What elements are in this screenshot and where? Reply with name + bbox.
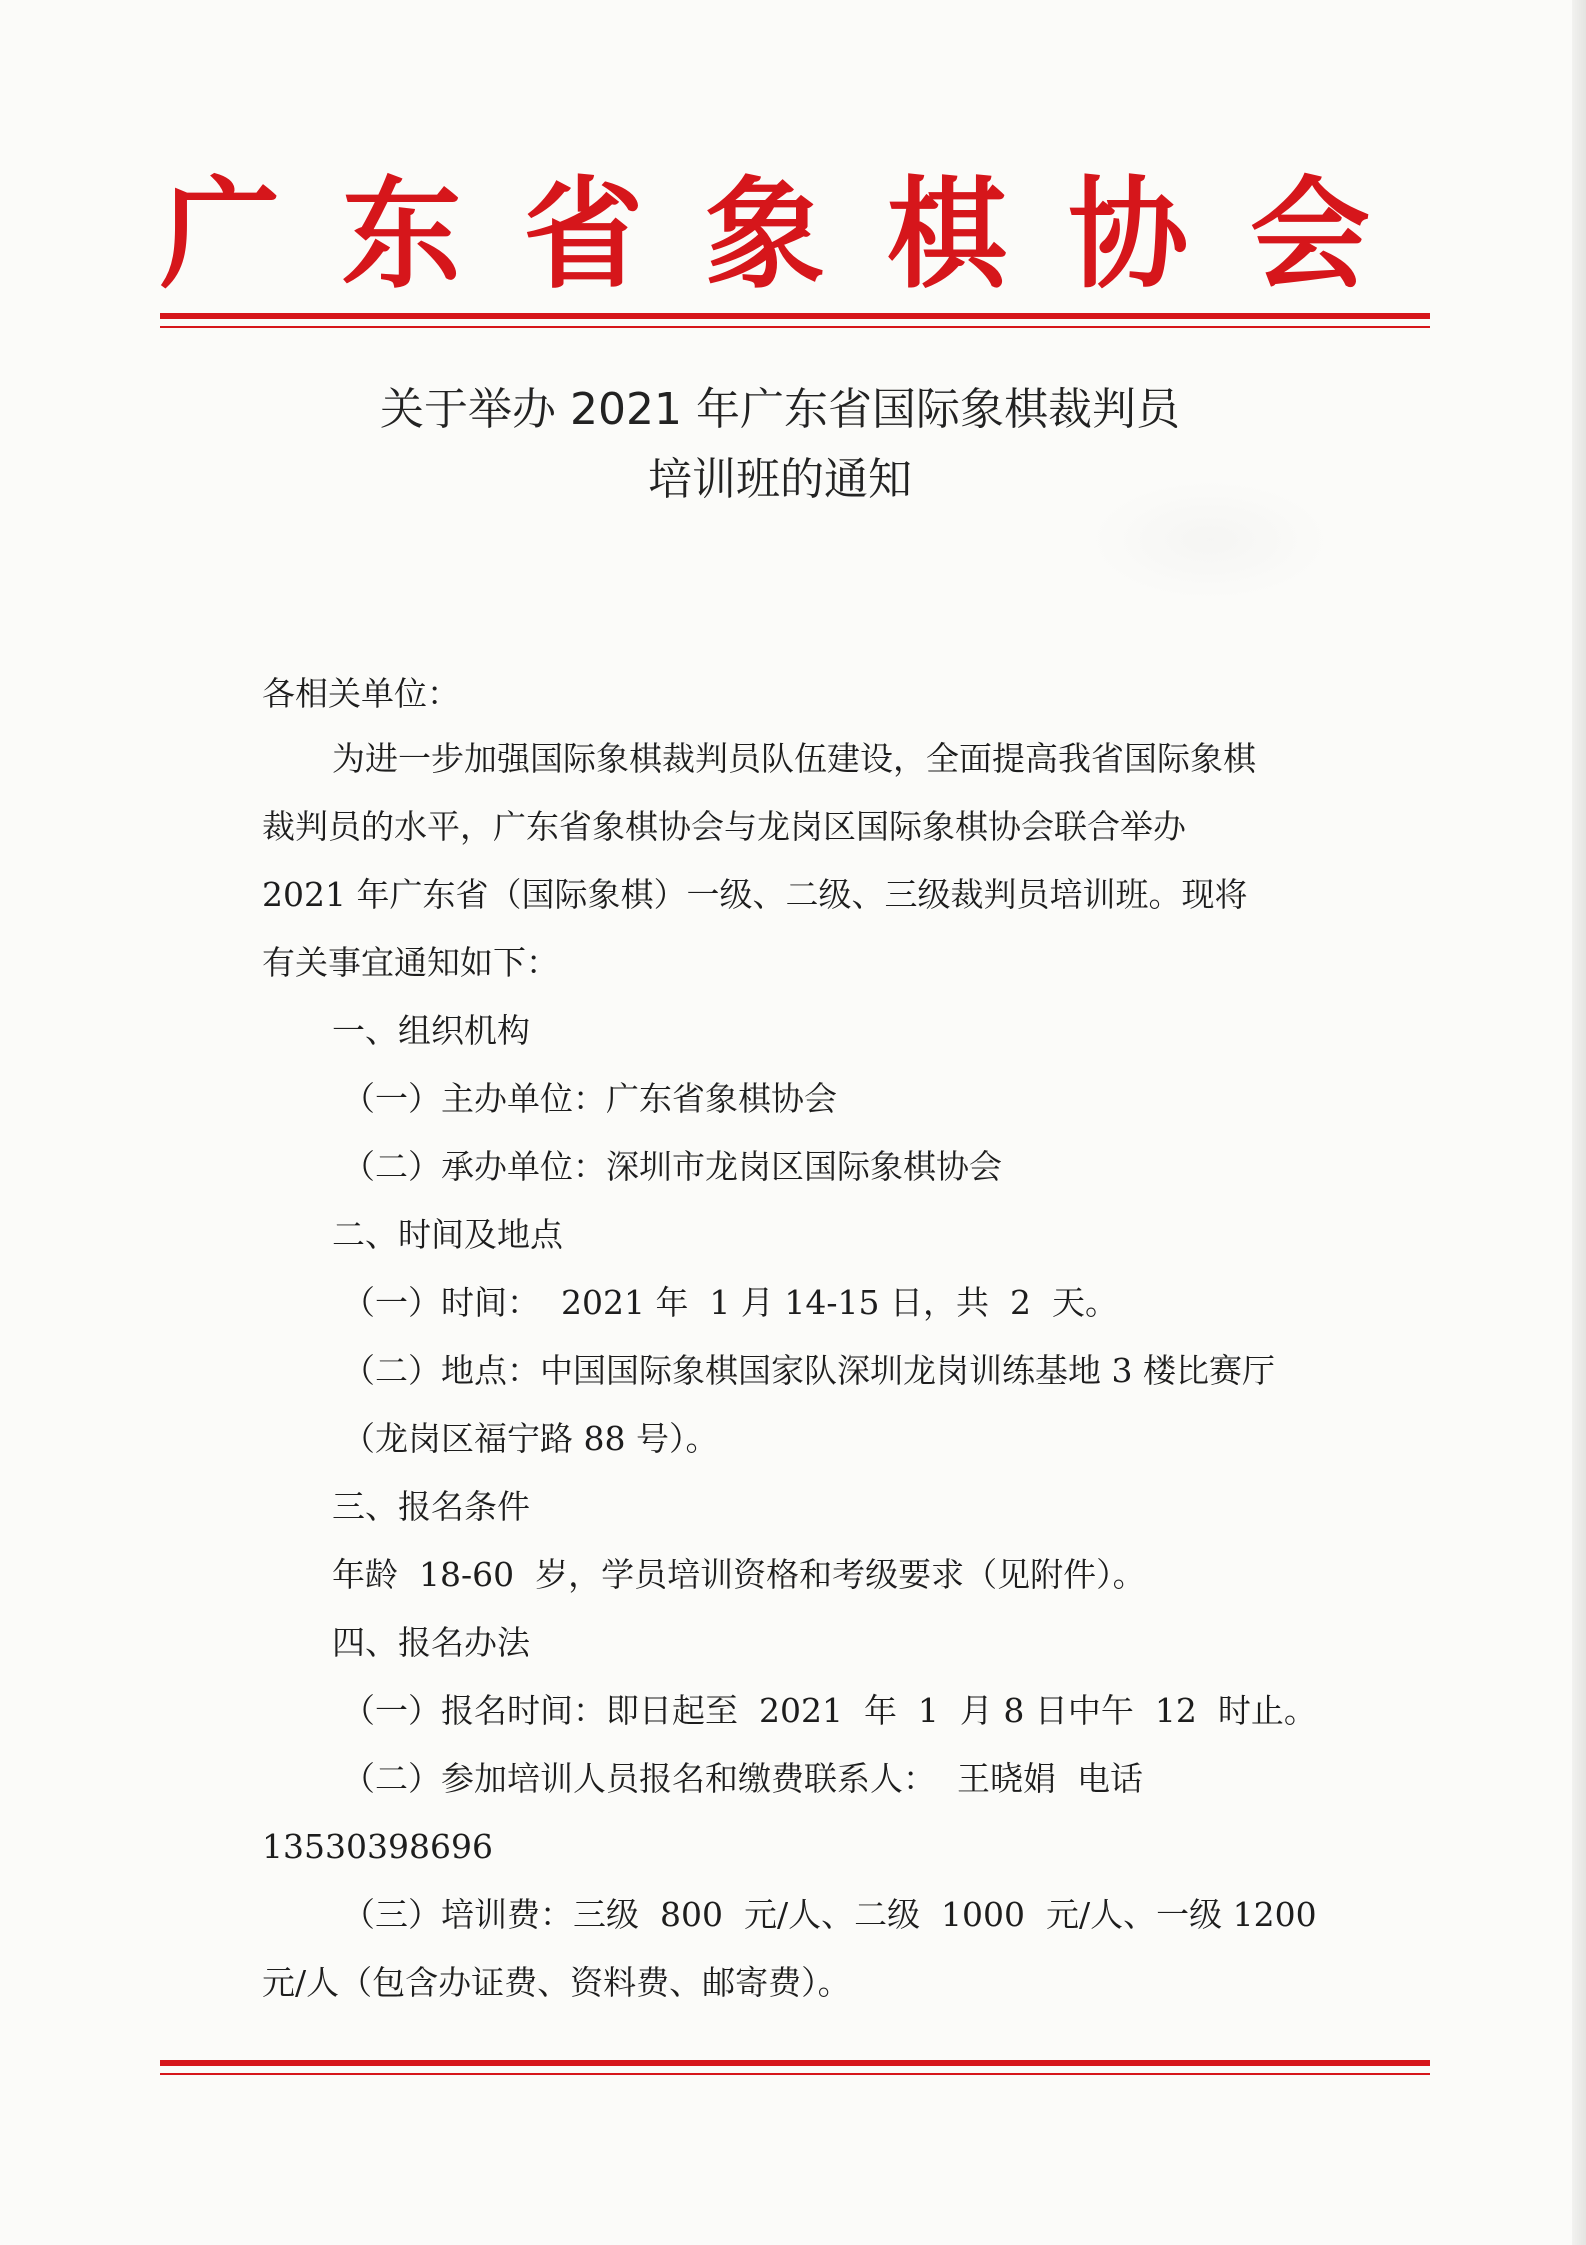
section-item: （三）培训费：三级 800 元/人、二级 1000 元/人、一级 1200: [342, 1895, 1317, 1934]
header-rule-thin: [160, 326, 1430, 328]
page-edge: [1572, 0, 1586, 2245]
notice-title-line2: 培训班的通知: [648, 454, 912, 505]
section-heading: 四、报名办法: [332, 1623, 530, 1662]
intro-line: 有关事宜通知如下：: [262, 943, 559, 982]
header-rule-thick: [160, 313, 1430, 319]
letterhead-char: 棋: [886, 164, 1007, 305]
section-item: （二）地点：中国国际象棋国家队深圳龙岗训练基地 3 楼比赛厅: [342, 1351, 1275, 1390]
notice-title-line1: 关于举办 2021 年广东省国际象棋裁判员: [380, 384, 1180, 435]
section-item: （二）参加培训人员报名和缴费联系人： 王晓娟 电话: [342, 1759, 1143, 1798]
letterhead-char: 东: [341, 164, 462, 305]
section-heading: 三、报名条件: [332, 1487, 530, 1526]
section-item: （一）主办单位：广东省象棋协会: [342, 1079, 837, 1118]
section-item: 年龄 18-60 岁，学员培训资格和考级要求（见附件）。: [332, 1555, 1146, 1594]
section-heading: 一、组织机构: [332, 1011, 530, 1050]
intro-line: 裁判员的水平，广东省象棋协会与龙岗区国际象棋协会联合举办: [262, 807, 1186, 846]
section-item: 元/人（包含办证费、资料费、邮寄费）。: [262, 1963, 851, 2002]
letterhead-char: 会: [1249, 164, 1370, 305]
letterhead-char: 广: [160, 164, 280, 305]
footer-rule-thin: [160, 2073, 1430, 2075]
salutation: 各相关单位：: [262, 674, 460, 713]
intro-line: 2021 年广东省（国际象棋）一级、二级、三级裁判员培训班。现将: [262, 875, 1248, 914]
letterhead-char: 象: [704, 164, 825, 305]
letterhead-char: 省: [523, 164, 644, 305]
section-heading: 二、时间及地点: [332, 1215, 563, 1254]
organization-letterhead: [160, 160, 1370, 310]
section-item: （二）承办单位：深圳市龙岗区国际象棋协会: [342, 1147, 1002, 1186]
section-item: （一）时间： 2021 年 1 月 14-15 日，共 2 天。: [342, 1283, 1118, 1322]
intro-line: 为进一步加强国际象棋裁判员队伍建设，全面提高我省国际象棋: [332, 739, 1256, 778]
section-item: （龙岗区福宁路 88 号）。: [342, 1419, 719, 1458]
section-item: （一）报名时间：即日起至 2021 年 1 月 8 日中午 12 时止。: [342, 1691, 1317, 1730]
contact-phone: 13530398696: [262, 1827, 493, 1866]
footer-rule-thick: [160, 2060, 1430, 2066]
letterhead-char: 协: [1068, 164, 1189, 305]
